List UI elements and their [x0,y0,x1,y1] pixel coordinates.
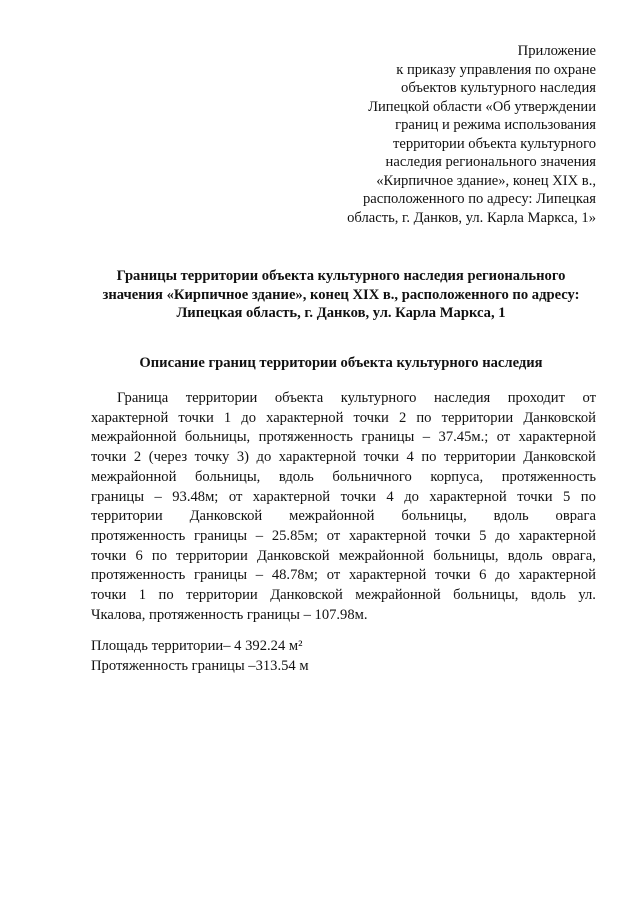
word: – [422,429,431,446]
appendix-line: наследия регионального значения [385,154,596,170]
word: 2 [133,449,142,466]
word: объекта [274,390,324,406]
word: культурного [340,390,417,406]
word: межрайонной [91,468,177,485]
word: больницы, [401,508,467,525]
word: – [255,567,264,584]
word: характерной [348,527,427,544]
word: 5 [563,488,571,505]
word: точки [340,488,376,505]
word: характерной [518,429,596,446]
appendix-header [296,42,596,227]
word: от [326,567,341,584]
word: 4 [406,449,414,466]
description-line [91,468,596,488]
description-line [91,448,596,468]
word: по [580,488,596,505]
word: по [151,547,168,564]
appendix-line: территории объекта культурного [393,135,596,152]
word: характерной [278,449,357,466]
word: до [404,488,419,505]
word: 1 [223,409,232,426]
word: протяженность [91,527,186,544]
word: точки [91,587,127,604]
word: 5 [479,527,487,544]
word: больницы, [433,547,499,564]
description-line [91,389,596,409]
word: от [326,527,341,544]
word: территории [176,547,248,564]
appendix-line: границ и режима использования [395,117,596,133]
word: характерной [348,567,427,584]
word: – [154,488,162,505]
word: Данковской [189,508,263,525]
word: 4 [386,488,394,505]
word: точки [91,547,127,564]
appendix-line: «Кирпичное здание», конец XIX в., [376,172,596,189]
word: точки [353,409,389,426]
word: точки [91,449,127,466]
word: (через [148,449,188,466]
word: наследия [433,390,491,406]
appendix-line: Липецкой области «Об утверждении [368,98,596,115]
section-heading: Описание границ территории объекта культурного наследия [139,355,543,371]
word: 6 [135,547,143,564]
word: до [241,409,256,426]
word: границы [194,567,248,584]
word: протяженность [91,567,186,584]
word: Данковской [256,547,330,564]
word: по [421,449,437,466]
word: вдоль [530,587,566,604]
word: – [255,527,264,544]
word: 48.78м; [271,567,318,584]
word: 1 [138,587,147,604]
title-line: Границы территории объекта культурного наследия регионального [116,268,566,284]
description-line [91,566,596,586]
word: 93.48м; [172,488,219,505]
word: характерной [266,409,344,426]
word: территории [185,390,258,406]
description-line [91,547,596,567]
appendix-line: Приложение [517,43,596,59]
word: территории [444,449,516,466]
word: характерной [252,488,331,505]
word: от [496,429,511,446]
word: межрайонной [338,547,425,564]
word: протяженность [501,468,596,485]
word: 25.85м; [271,527,318,544]
word: точки [435,567,471,584]
word: больницы, [453,587,519,604]
word: до [495,567,510,584]
word: оврага [555,508,596,525]
territory-area: Площадь территории– 4 392.24 м² [91,638,303,654]
word: вдоль [493,508,529,525]
word: 37.45м.; [438,429,489,446]
word: Данковской [270,587,343,604]
word: характерной [518,527,596,544]
word: точки [178,409,214,426]
word: территории [441,409,514,426]
word: территории [91,508,163,525]
word: проходит [507,390,565,406]
word: корпуса, [430,468,484,485]
title-line: значения «Кирпичное здание», конец XIX в., расположенного по адресу: [102,286,580,303]
description-line [91,586,596,606]
word: точку [194,449,230,466]
word: границы [194,527,248,544]
appendix-line: расположенного по адресу: Липецкая [363,191,596,207]
word: от [228,488,243,505]
word: протяженность [258,429,353,446]
boundary-length: Протяженность границы –313.54 м [91,657,309,674]
word: больницы, [184,429,251,446]
summary-block [91,637,309,676]
word: точки [435,527,471,544]
word: границы [91,488,144,505]
word: по [158,587,174,604]
word: ул. [578,587,596,604]
appendix-line: область, г. Данков, ул. Карла Маркса, 1» [347,209,596,226]
word: границы [361,429,415,446]
description-line [91,488,596,508]
word: больничного [332,468,412,485]
boundary-description [91,389,596,625]
word: характерной [518,567,596,584]
word: по [416,409,432,426]
word: 6 [479,567,487,584]
word: от [582,390,596,406]
appendix-line: объектов культурного наследия [401,80,596,96]
document-title [86,267,596,323]
description-line: Чкалова, протяженность границы – 107.98м. [91,606,368,623]
word: точки [363,449,399,466]
word: оврага, [551,547,596,564]
word: до [495,527,510,544]
word: Граница [117,390,169,406]
word: Данковской [523,449,596,466]
description-line [91,428,596,448]
word: Данковской [523,409,596,426]
appendix-line: к приказу управления по охране [396,61,596,78]
word: межрайонной [289,508,375,525]
word: характерной [429,488,507,505]
word: характерной [91,409,169,426]
word: 3) [236,449,249,466]
word: вдоль [278,468,314,485]
title-line: Липецкая область, г. Данков, ул. Карла Маркса, 1 [176,305,506,321]
word: вдоль [507,547,543,564]
word: до [256,449,272,466]
description-line [91,527,596,547]
word: территории [186,587,258,604]
description-line [91,507,596,527]
word: межрайонной [355,587,441,604]
description-line [91,409,596,429]
word: 2 [398,409,407,426]
word: межрайонной [91,429,177,446]
word: точки [517,488,553,505]
word: больницы, [194,468,261,485]
